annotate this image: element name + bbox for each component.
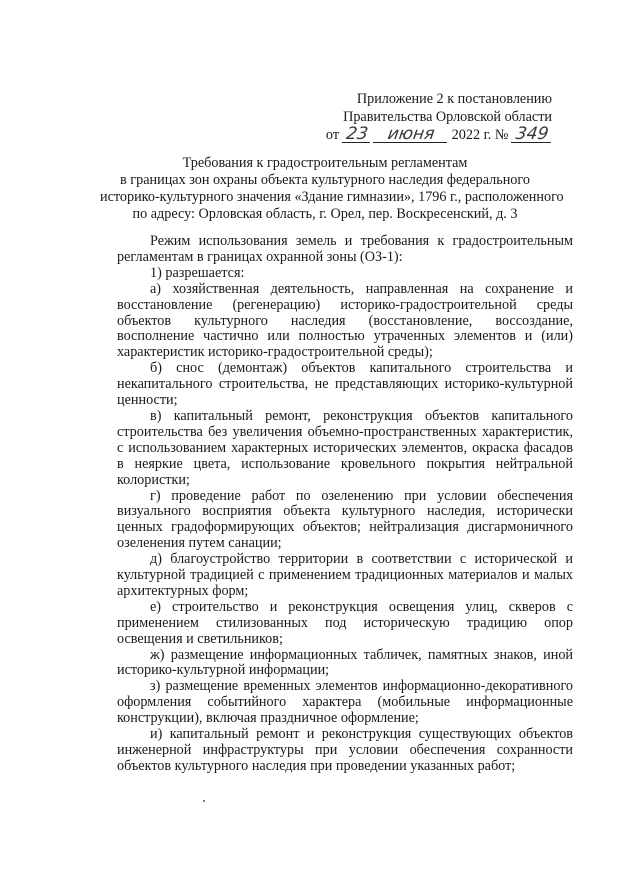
list-item-d: д) благоустройство территории в соответствии с исторической и культурной традицией с применением традиционных материалов и малых архитектурных форм; — [117, 551, 573, 599]
appendix-line-1: Приложение 2 к постановлению — [356, 91, 552, 107]
title-line: Требования к градостроительным регламентам — [182, 155, 468, 171]
title-line: в границах зон охраны объекта культурного наследия федерального — [120, 172, 530, 188]
section-heading: 1) разрешается: — [150, 264, 245, 281]
document-title — [100, 155, 564, 223]
list-item-i: и) капитальный ремонт и реконструкция существующих объектов инженерной инфраструктуры при условии обеспечения сохранности объектов культурного наследия при проведении указанных работ; — [117, 726, 573, 774]
title-line: по адресу: Орловская область, г. Орел, пер. Воскресенский, д. 3 — [132, 206, 518, 222]
date-prefix: от — [325, 127, 340, 143]
year-and-number-label: 2022 г. № — [451, 127, 509, 143]
scan-speck — [203, 800, 205, 802]
document-body — [117, 234, 573, 775]
handwritten-day: 23 — [341, 127, 371, 143]
appendix-date-line — [300, 126, 552, 144]
list-item-zh: ж) размещение информационных табличек, памятных знаков, иной историко-культурной информации; — [117, 646, 573, 679]
appendix-header — [300, 90, 552, 144]
appendix-line-2: Правительства Орловской области — [343, 109, 552, 125]
list-item-z: з) размещение временных элементов информационно-декоративного оформления событийного характера (мобильные информационные конструкции), включая праздничное оформление; — [117, 678, 573, 727]
handwritten-number: 349 — [511, 127, 553, 143]
list-item-b: б) снос (демонтаж) объектов капитального строительства и некапитального строительства, не представляющих историко-культурной ценности; — [117, 360, 573, 409]
list-item-v: в) капитальный ремонт, реконструкция объектов капитального строительства без увеличения объемно-пространственных характеристик, с использованием характерных исторических элементов, окраска фасадов в неяркие цвета, использование кровельного покрытия нейтральной колористки; — [117, 407, 573, 488]
intro-paragraph: Режим использования земель и требования к градостроительным регламентам в границах охранной зоны (ОЗ-1): — [117, 233, 573, 265]
list-item-a: а) хозяйственная деятельность, направленная на сохранение и восстановление (регенерацию) историко-градостроительной среды объектов культурного наследия (восстановление, воссоздание, восполнение частично или полностью утраченных элементов и (или) характеристик историко-градостроительной среды); — [117, 280, 573, 361]
list-item-g: г) проведение работ по озеленению при условии обеспечения визуального восприятия объекта культурного наследия, исторически ценных градоформирующих объектов; нейтрализация дисгармоничного озеленения путем санации; — [117, 487, 573, 552]
list-item-e: е) строительство и реконструкция освещения улиц, скверов с применением стилизованных под историческую традицию опор освещения и светильников; — [117, 598, 573, 647]
handwritten-month: июня — [373, 127, 449, 143]
title-line: историко-культурного значения «Здание гимназии», 1796 г., расположенного — [100, 189, 564, 205]
